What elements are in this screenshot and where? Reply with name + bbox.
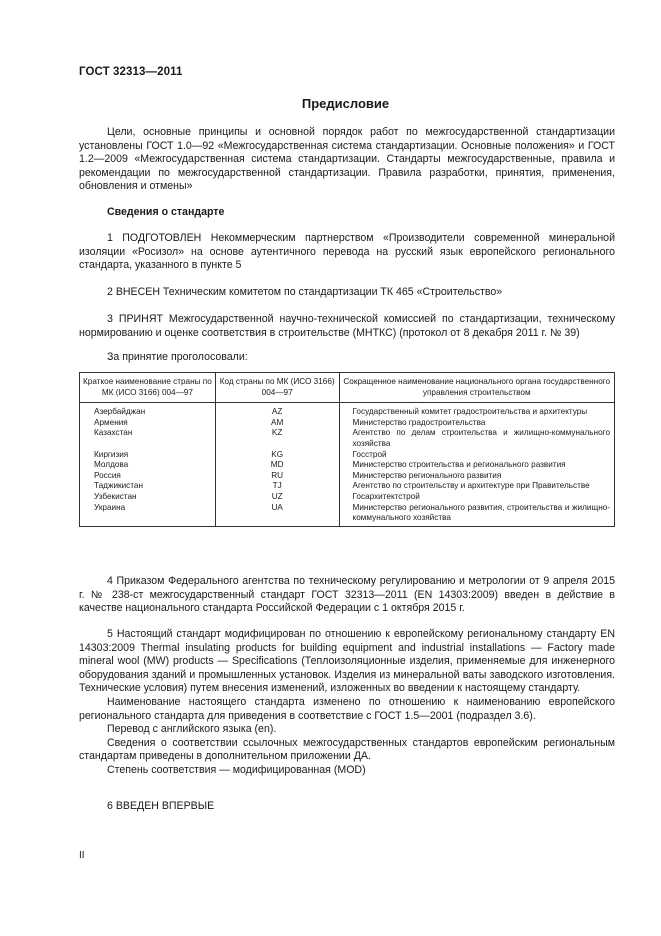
header-code: Код страны по МК (ИСО 3166) 004—97: [215, 373, 339, 403]
info-heading-text: Сведения о стандарте: [107, 206, 225, 218]
countries-table: [79, 372, 615, 527]
cell-code: UA: [215, 503, 339, 527]
cell-body: Агентство по строительству и архитектуре при Правительстве: [339, 481, 614, 492]
cell-code: UZ: [215, 492, 339, 503]
page-title: Предисловие: [301, 96, 390, 111]
page-number: II: [79, 850, 85, 861]
cell-country: Украина: [80, 503, 216, 527]
cell-body: Министерство градостроительства: [339, 418, 614, 429]
item-4: [79, 575, 615, 616]
cell-code: AM: [215, 418, 339, 429]
cell-code: AZ: [215, 403, 339, 418]
item-6: [79, 800, 615, 814]
item-5-text: 5 Настоящий стандарт модифицирован по отношению к европейскому региональному стандарту EN 14303:2009 Thermal insulating products for building equipment and industrial installations — Factory made mineral wool (MW) products — Specifications (Теплоизоляционные изделия, применяемые для инженерного оборудования зданий и промышленных установок. Изделия из минеральной ваты заводского изготовления. Технические условия) путем внесения изменений, изложенных во введении к настоящему стандарту.: [79, 628, 615, 695]
info-section-heading: [79, 206, 615, 220]
voted-text: За принятие проголосовали:: [107, 351, 248, 363]
table-row: [80, 481, 615, 492]
header-body: Сокращенное наименование национального органа государственного управления строительством: [339, 373, 614, 403]
header-country: Краткое наименование страны по МК (ИСО 3166) 004—97: [80, 373, 216, 403]
cell-body: Государственный комитет градостроительства и архитектуры: [339, 403, 614, 418]
cell-country: Казахстан: [80, 428, 216, 449]
cell-country: Таджикистан: [80, 481, 216, 492]
item-4-text: 4 Приказом Федерального агентства по техническому регулированию и метрологии от 9 апреля 2015 г. № 238-ст межгосударственный стандарт ГОСТ 32313—2011 (EN 14303:2009) введен в действие в качестве национального стандарта Российской Федерации с 1 октября 2015 г.: [79, 575, 615, 615]
table-row: [80, 503, 615, 527]
item-5-degree: Степень соответствия — модифицированная (MOD): [107, 763, 366, 776]
cell-code: KZ: [215, 428, 339, 449]
standard-code-header: ГОСТ 32313—2011: [79, 66, 183, 78]
table-row: [80, 492, 615, 503]
item-2: [79, 286, 615, 300]
cell-body: Агентство по делам строительства и жилищно-коммунального хозяйства: [339, 428, 614, 449]
item-3: [79, 313, 615, 340]
item-2-text: 2 ВНЕСЕН Техническим комитетом по стандартизации ТК 465 «Строительство»: [107, 286, 503, 298]
cell-country: Армения: [80, 418, 216, 429]
intro-section: [79, 126, 615, 194]
table-header-row: [80, 373, 615, 403]
table-row: [80, 428, 615, 449]
table-row: [80, 403, 615, 418]
cell-code: MD: [215, 460, 339, 471]
cell-body: Министерство строительства и регионального развития: [339, 460, 614, 471]
cell-code: KG: [215, 450, 339, 461]
table-row: [80, 471, 615, 482]
item-5-name-change: Наименование настоящего стандарта изменено по отношению к наименованию европейского регионального стандарта для приведения в соответствие с ГОСТ 1.5—2001 (подраздел 3.6).: [79, 695, 615, 722]
cell-body: Министерство регионального развития: [339, 471, 614, 482]
item-1-text: 1 ПОДГОТОВЛЕН Некоммерческим партнерством «Производители современной минеральной изоляции «Росизол» на основе аутентичного перевода на русский язык европейского регионального стандарта, указанного в пункте 5: [79, 232, 615, 272]
cell-body: Госархитектстрой: [339, 492, 614, 503]
cell-country: Молдова: [80, 460, 216, 471]
item-5-references: Сведения о соответствии ссылочных межгосударственных стандартов европейским региональным стандартам приведены в дополнительном приложении ДА.: [79, 736, 615, 763]
cell-country: Узбекистан: [80, 492, 216, 503]
cell-code: TJ: [215, 481, 339, 492]
item-3-text: 3 ПРИНЯТ Межгосударственной научно-технической комиссией по стандартизации, техническому нормированию и оценке соответствия в строительстве (МНТКС) (протокол от 8 декабря 2011 г. № 39): [79, 313, 615, 339]
intro-paragraph: Цели, основные принципы и основной порядок работ по межгосударственной стандартизации установлены ГОСТ 1.0—92 «Межгосударственная система стандартизации. Основные положения» и ГОСТ 1.2—2009 «Межгосударственная система стандартизации. Стандарты межгосударственные, правила и рекомендации по межгосударственной стандартизации. Правила разработки, принятия, применения, обновления и отмены»: [79, 126, 615, 193]
table-row: [80, 418, 615, 429]
cell-country: Азербайджан: [80, 403, 216, 418]
cell-code: RU: [215, 471, 339, 482]
cell-country: Россия: [80, 471, 216, 482]
voted-label: [79, 351, 615, 365]
cell-body: Министерство регионального развития, строительства и жилищно-коммунального хозяйства: [339, 503, 614, 527]
item-1: [79, 232, 615, 273]
table-row: [80, 460, 615, 471]
item-5: [79, 628, 615, 778]
cell-body: Госстрой: [339, 450, 614, 461]
item-6-text: 6 ВВЕДЕН ВПЕРВЫЕ: [107, 800, 215, 812]
item-5-language: Перевод с английского языка (en).: [107, 723, 277, 736]
cell-country: Киргизия: [80, 450, 216, 461]
table-row: [80, 450, 615, 461]
